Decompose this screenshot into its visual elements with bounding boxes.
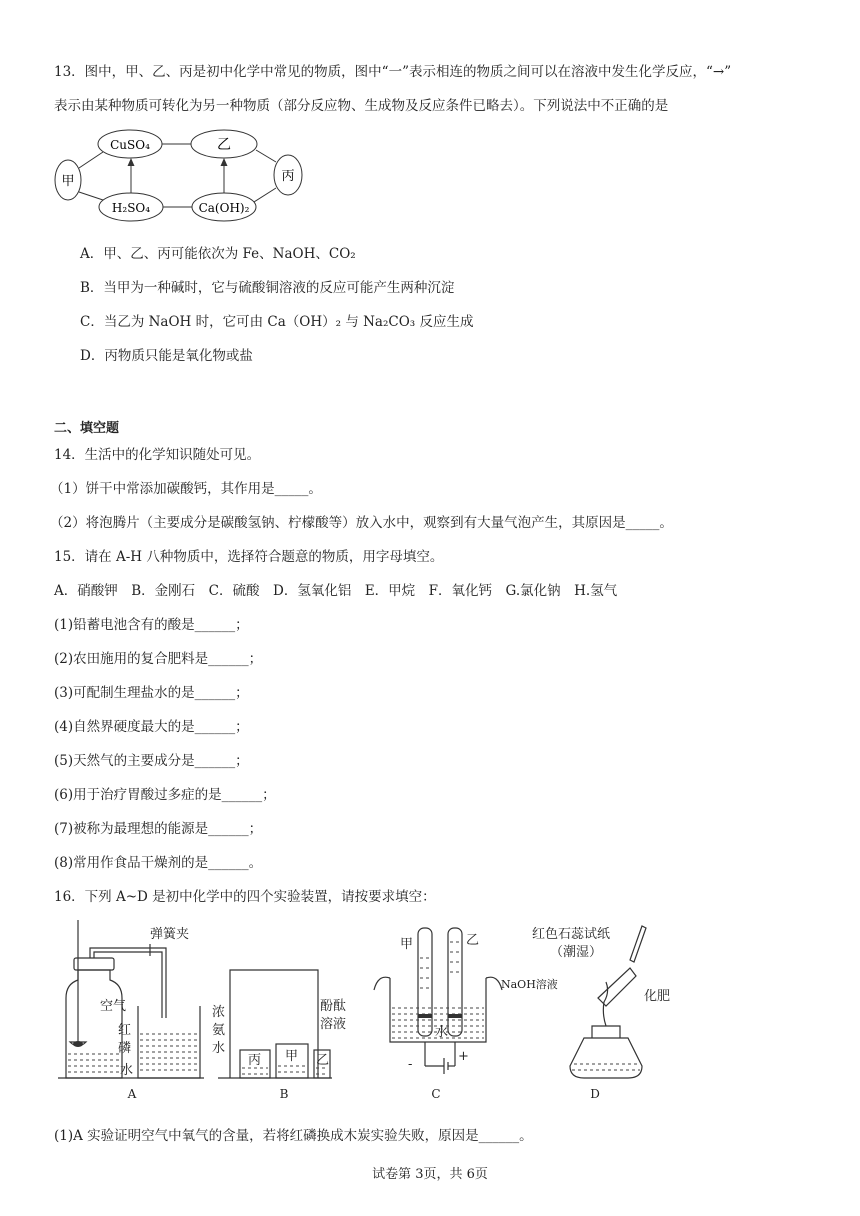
node-bing: 丙: [281, 169, 295, 184]
b-phen1: 酚酞: [320, 999, 347, 1014]
q15-item-5: (5)天然气的主要成分是______；: [54, 753, 249, 769]
c-minus: -: [408, 1057, 413, 1072]
q13-option-b: B．当甲为一种碱时，它与硫酸铜溶液的反应可能产生两种沉淀: [80, 280, 455, 296]
b-nong2: 氨: [212, 1023, 226, 1038]
c-plus: +: [458, 1049, 469, 1064]
node-jia: 甲: [61, 174, 75, 189]
q15-choices: A．硝酸钾 B．金刚石 C．硫酸 D．氢氧化铝 E．甲烷 F．氧化钙 G.氯化钠 H.氢气: [54, 583, 618, 599]
d-naoh: NaOH溶液: [501, 978, 558, 991]
q15-item-7: (7)被称为最理想的能源是______；: [54, 821, 263, 837]
figure-label-c: C: [431, 1087, 441, 1101]
a-water-label: 水: [120, 1063, 134, 1078]
q16-figure: [54, 918, 694, 1102]
q14-part1: （1）饼干中常添加碳酸钙，其作用是_____。: [50, 481, 322, 497]
q16-part1: (1)A 实验证明空气中氧气的含量，若将红磷换成木炭实验失败，原因是______。: [54, 1128, 533, 1144]
q14-stem: 14．生活中的化学知识随处可见。: [54, 447, 261, 463]
node-caoh2: Ca(OH)₂: [198, 201, 250, 215]
figure-label-b: B: [279, 1087, 289, 1101]
b-phen2: 溶液: [320, 1017, 347, 1032]
section-title: 二、填空题: [54, 421, 120, 436]
q15-item-8: (8)常用作食品干燥剂的是______。: [54, 855, 263, 871]
b-nong3: 水: [212, 1041, 226, 1056]
q15-stem: 15．请在 A-H 八种物质中，选择符合题意的物质，用字母填空。: [54, 549, 444, 565]
q13-stem-line1: 13．图中，甲、乙、丙是初中化学中常见的物质，图中“一”表示相连的物质之间可以在溶液中发生化学反应，“→”: [54, 64, 732, 80]
b-nong1: 浓: [212, 1005, 226, 1020]
q15-item-1: (1)铅蓄电池含有的酸是______；: [54, 617, 249, 633]
c-water: 水: [435, 1025, 449, 1040]
figure-label-d: D: [590, 1087, 600, 1101]
q14-part2: （2）将泡腾片（主要成分是碳酸氢钠、柠檬酸等）放入水中，观察到有大量气泡产生，其原因是_____。: [50, 515, 673, 531]
a-air-label: 空气: [100, 999, 127, 1014]
q13-option-c: C．当乙为 NaOH 时，它可由 Ca（OH）₂ 与 Na₂CO₃ 反应生成: [80, 314, 474, 330]
d-fert: 化肥: [644, 989, 671, 1004]
q13-option-d: D．丙物质只能是氧化物或盐: [80, 348, 253, 364]
q13-stem-line2: 表示由某种物质可转化为另一种物质（部分反应物、生成物及反应条件已略去）。下列说法中不正确的是: [54, 98, 669, 114]
q13-option-a: A．甲、乙、丙可能依次为 Fe、NaOH、CO₂: [80, 246, 356, 262]
q15-item-2: (2)农田施用的复合肥料是______；: [54, 651, 263, 667]
figure-label-a: A: [127, 1087, 137, 1101]
b-jia: 甲: [285, 1049, 299, 1064]
node-yi: 乙: [217, 137, 231, 153]
node-h2so4: H₂SO₄: [111, 201, 151, 215]
a-clip-label: 弹簧夹: [150, 927, 190, 942]
q15-item-6: (6)用于治疗胃酸过多症的是______；: [54, 787, 276, 803]
a-red1-label: 红: [118, 1023, 132, 1038]
q15-item-3: (3)可配制生理盐水的是______；: [54, 685, 249, 701]
d-paper1: 红色石蕊试纸: [532, 927, 611, 942]
q16-stem: 16．下列 A~D 是初中化学中的四个实验装置，请按要求填空：: [54, 889, 436, 905]
c-jia: 甲: [400, 937, 414, 952]
b-bing: 丙: [248, 1053, 262, 1068]
b-yi: 乙: [316, 1053, 330, 1068]
a-red2-label: 磷: [118, 1041, 132, 1056]
c-yi: 乙: [466, 933, 480, 948]
q13-diagram: [54, 126, 304, 224]
page-footer: 试卷第 3页，共 6页: [372, 1167, 488, 1182]
node-cuso4: CuSO₄: [110, 138, 150, 152]
d-paper2: （潮湿）: [550, 945, 603, 960]
q15-item-4: (4)自然界硬度最大的是______；: [54, 719, 249, 735]
